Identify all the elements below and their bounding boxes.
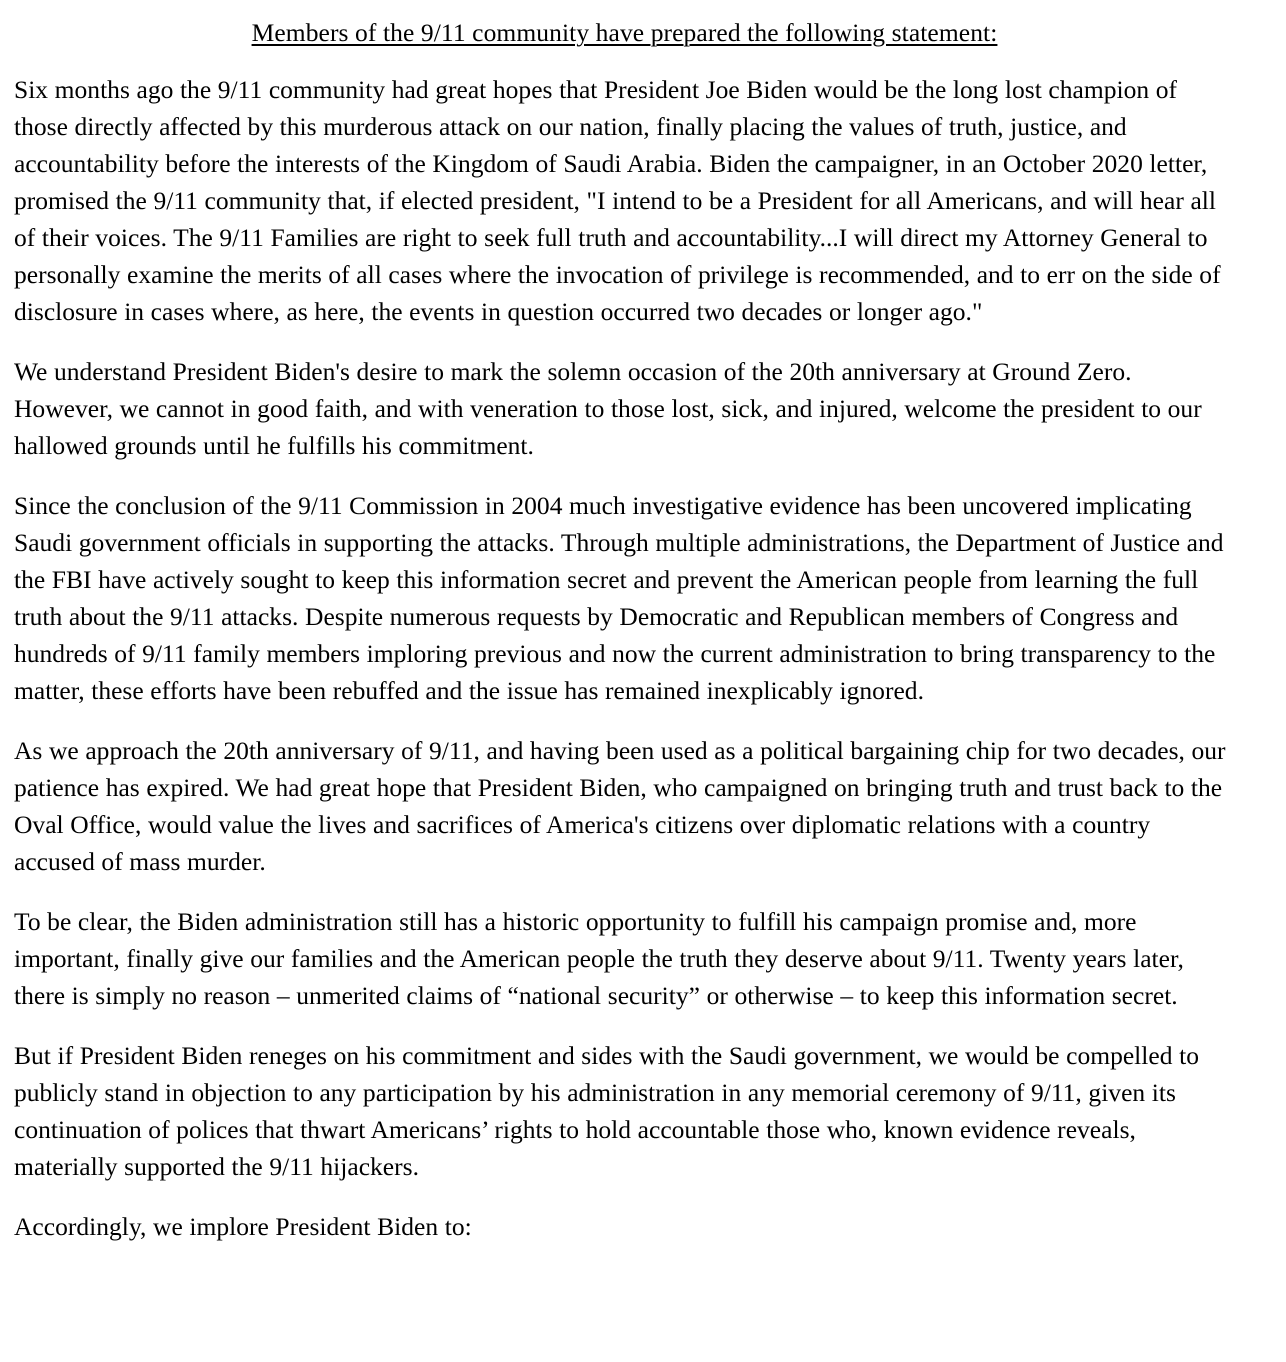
paragraph-5: To be clear, the Biden administration still has a historic opportunity to fulfill his campaign promise and, more important, finally give our families and the American people the truth they deserve about 9/11. Twenty years later, there is simply no reason – unmerited claims of “national security” or otherwise – to keep this information secret. <box>14 907 1184 1010</box>
page-title-text: Members of the 9/11 community have prepared the following statement: <box>251 18 998 47</box>
paragraph-1: Six months ago the 9/11 community had great hopes that President Joe Biden would be the long lost champion of those directly affected by this murderous attack on our nation, finally placing the values of truth, justice, and accountability before the interests of the Kingdom of Saudi Arabia. Biden the campaigner, in an October 2020 letter, promised the 9/11 community that, if elected president, "I intend to be a President for all Americans, and will hear all of their voices. The 9/11 Families are right to seek full truth and accountability...I will direct my Attorney General to personally examine the merits of all cases where the invocation of privilege is recommended, and to err on the side of disclosure in cases where, as here, the events in question occurred two decades or longer ago." <box>14 75 1221 326</box>
paragraph-4: As we approach the 20th anniversary of 9/11, and having been used as a political bargaining chip for two decades, our patience has expired. We had great hope that President Biden, who campaigned on bringing truth and trust back to the Oval Office, would value the lives and sacrifices of America's citizens over diplomatic relations with a country accused of mass murder. <box>14 736 1226 876</box>
paragraph-3: Since the conclusion of the 9/11 Commission in 2004 much investigative evidence has been uncovered implicating Saudi government officials in supporting the attacks. Through multiple administrations, the Department of Justice and the FBI have actively sought to keep this information secret and prevent the American people from learning the full truth about the 9/11 attacks. Despite numerous requests by Democratic and Republican members of Congress and hundreds of 9/11 family members imploring previous and now the current administration to bring transparency to the matter, these efforts have been rebuffed and the issue has remained inexplicably ignored. <box>14 491 1224 705</box>
paragraph-6: But if President Biden reneges on his commitment and sides with the Saudi government, we would be compelled to publicly stand in objection to any participation by his administration in any memorial ceremony of 9/11, given its continuation of polices that thwart Americans’ rights to hold accountable those who, known evidence reveals, materially supported the 9/11 hijackers. <box>14 1041 1199 1181</box>
page-title <box>14 14 1235 51</box>
paragraph-7-closing: Accordingly, we implore President Biden to: <box>14 1212 472 1241</box>
paragraph-2: We understand President Biden's desire to mark the solemn occasion of the 20th anniversary at Ground Zero. However, we cannot in good faith, and with veneration to those lost, sick, and injured, welcome the president to our hallowed grounds until he fulfills his commitment. <box>14 357 1202 460</box>
